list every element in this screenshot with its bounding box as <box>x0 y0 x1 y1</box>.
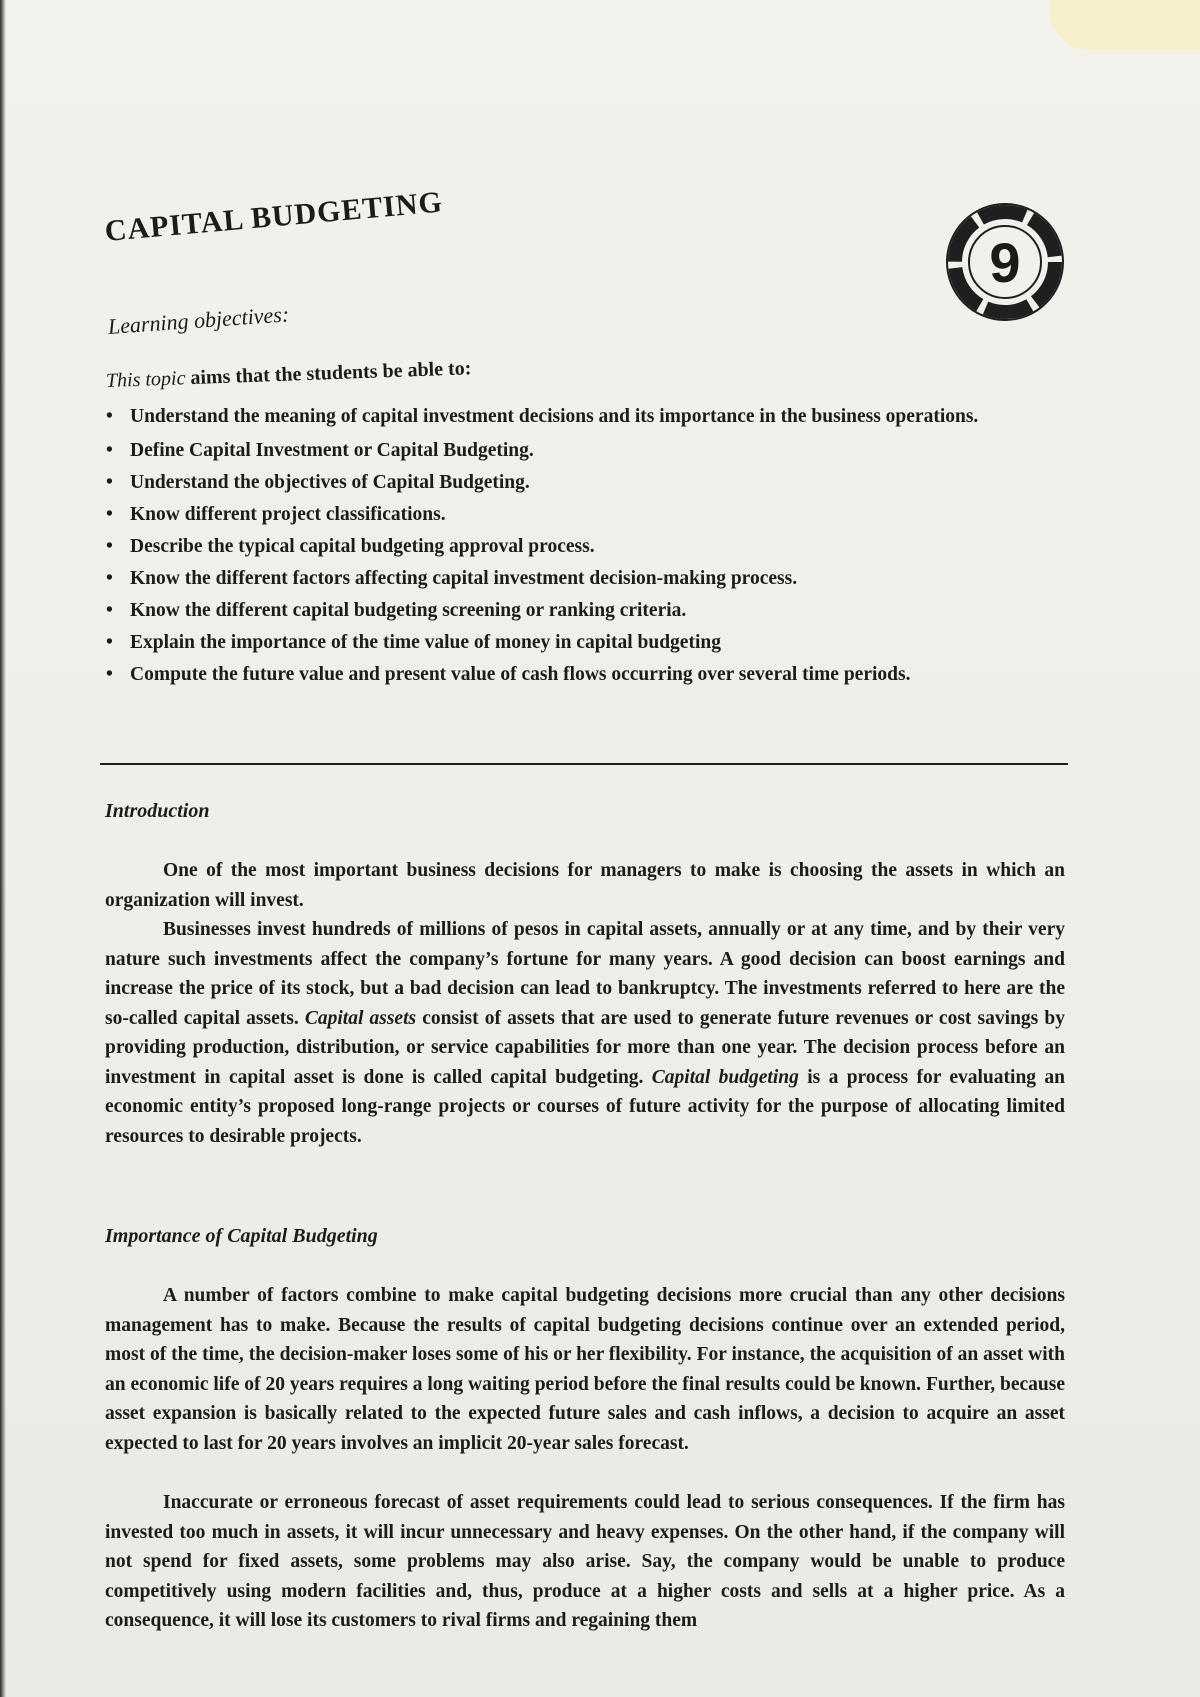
section-divider <box>100 763 1068 765</box>
objectives-heading: Learning objectives: <box>107 301 290 339</box>
objective-item: • Understand the meaning of capital investment decisions and its importance in the business operations. <box>104 403 1064 431</box>
term-capital-assets: Capital assets <box>304 1007 417 1029</box>
introduction-p2-text-a: Businesses invest hundreds of millions of pesos in capital assets, annually or at any time, and by their very nature such investments affect the company’s fortune for many years. A good decision can boost earnings and increase the price of its stock, but a bad decision can lead to bankruptcy. The investments referred to here are the so-called capital assets. <box>105 919 1065 1029</box>
objective-item: • Describe the typical capital budgeting approval process. <box>104 531 1064 563</box>
introduction-paragraph-2 <box>105 915 1065 1151</box>
introduction-heading: Introduction <box>105 800 210 822</box>
chapter-number-badge <box>942 199 1068 325</box>
introduction-p1-text: One of the most important business decisions for managers to make is choosing the assets in which an organization will invest. <box>105 860 1065 911</box>
importance-p2-text: Inaccurate or erroneous forecast of asset requirements could lead to serious consequences. If the firm has invested too much in assets, it will incur unnecessary and heavy expenses. On the other hand, if the company will not spend for fixed assets, some problems may also arise. Say, the company would be unable to produce competitively using modern facilities and, thus, produce at a higher costs and sells at a higher price. As a consequence, it will lose its customers to rival firms and regaining them <box>105 1492 1065 1631</box>
objectives-list <box>104 403 1064 691</box>
importance-p1-text: A number of factors combine to make capital budgeting decisions more crucial than any other decisions management has to make. Because the results of capital budgeting decisions continue over an extended period, most of the time, the decision-maker loses some of his or her flexibility. For instance, the acquisition of an asset with an economic life of 20 years requires a long waiting period before the final results could be known. Further, because asset expansion is basically related to the expected future sales and cash inflows, a decision to acquire an asset expected to last for 20 years involves an implicit 20-year sales forecast. <box>105 1285 1065 1454</box>
objective-item: • Understand the objectives of Capital Budgeting. <box>104 467 1064 499</box>
page-corner-tab <box>1050 0 1200 50</box>
introduction-p2-text-b: consist of assets that are used to generate future revenues or cost savings by providing production, distribution, or service capabilities for more than one year. The decision process before an investment in capital asset is done is called capital budgeting. <box>105 1007 1065 1088</box>
importance-heading: Importance of Capital Budgeting <box>105 1225 378 1247</box>
objective-item: • Compute the future value and present value of cash flows occurring over several time periods. <box>104 659 1064 691</box>
importance-paragraph-1 <box>105 1281 1065 1458</box>
chapter-number: 9 <box>989 230 1021 294</box>
objective-item: • Know different project classifications. <box>104 499 1064 531</box>
introduction-paragraph-1 <box>105 856 1065 915</box>
page-left-edge-shadow <box>0 0 6 1697</box>
objectives-intro-rest: aims that the students be able to: <box>185 357 472 390</box>
chapter-title: CAPITAL BUDGETING <box>103 185 445 248</box>
importance-paragraph-2 <box>105 1488 1065 1636</box>
objective-item: • Define Capital Investment or Capital Budgeting. <box>104 435 1064 467</box>
objective-item: • Explain the importance of the time value of money in capital budgeting <box>104 627 1064 659</box>
introduction-p2-text-c: is a process for evaluating an economic entity’s proposed long-range projects or courses of future activity for the purpose of allocating limited resources to desirable projects. <box>105 1066 1065 1147</box>
objectives-intro <box>106 357 472 393</box>
objective-item: • Know the different factors affecting capital investment decision-making process. <box>104 563 1064 595</box>
objectives-intro-prefix: This topic <box>105 367 186 392</box>
objective-item: • Know the different capital budgeting screening or ranking criteria. <box>104 595 1064 627</box>
term-capital-budgeting: Capital budgeting <box>651 1066 799 1088</box>
